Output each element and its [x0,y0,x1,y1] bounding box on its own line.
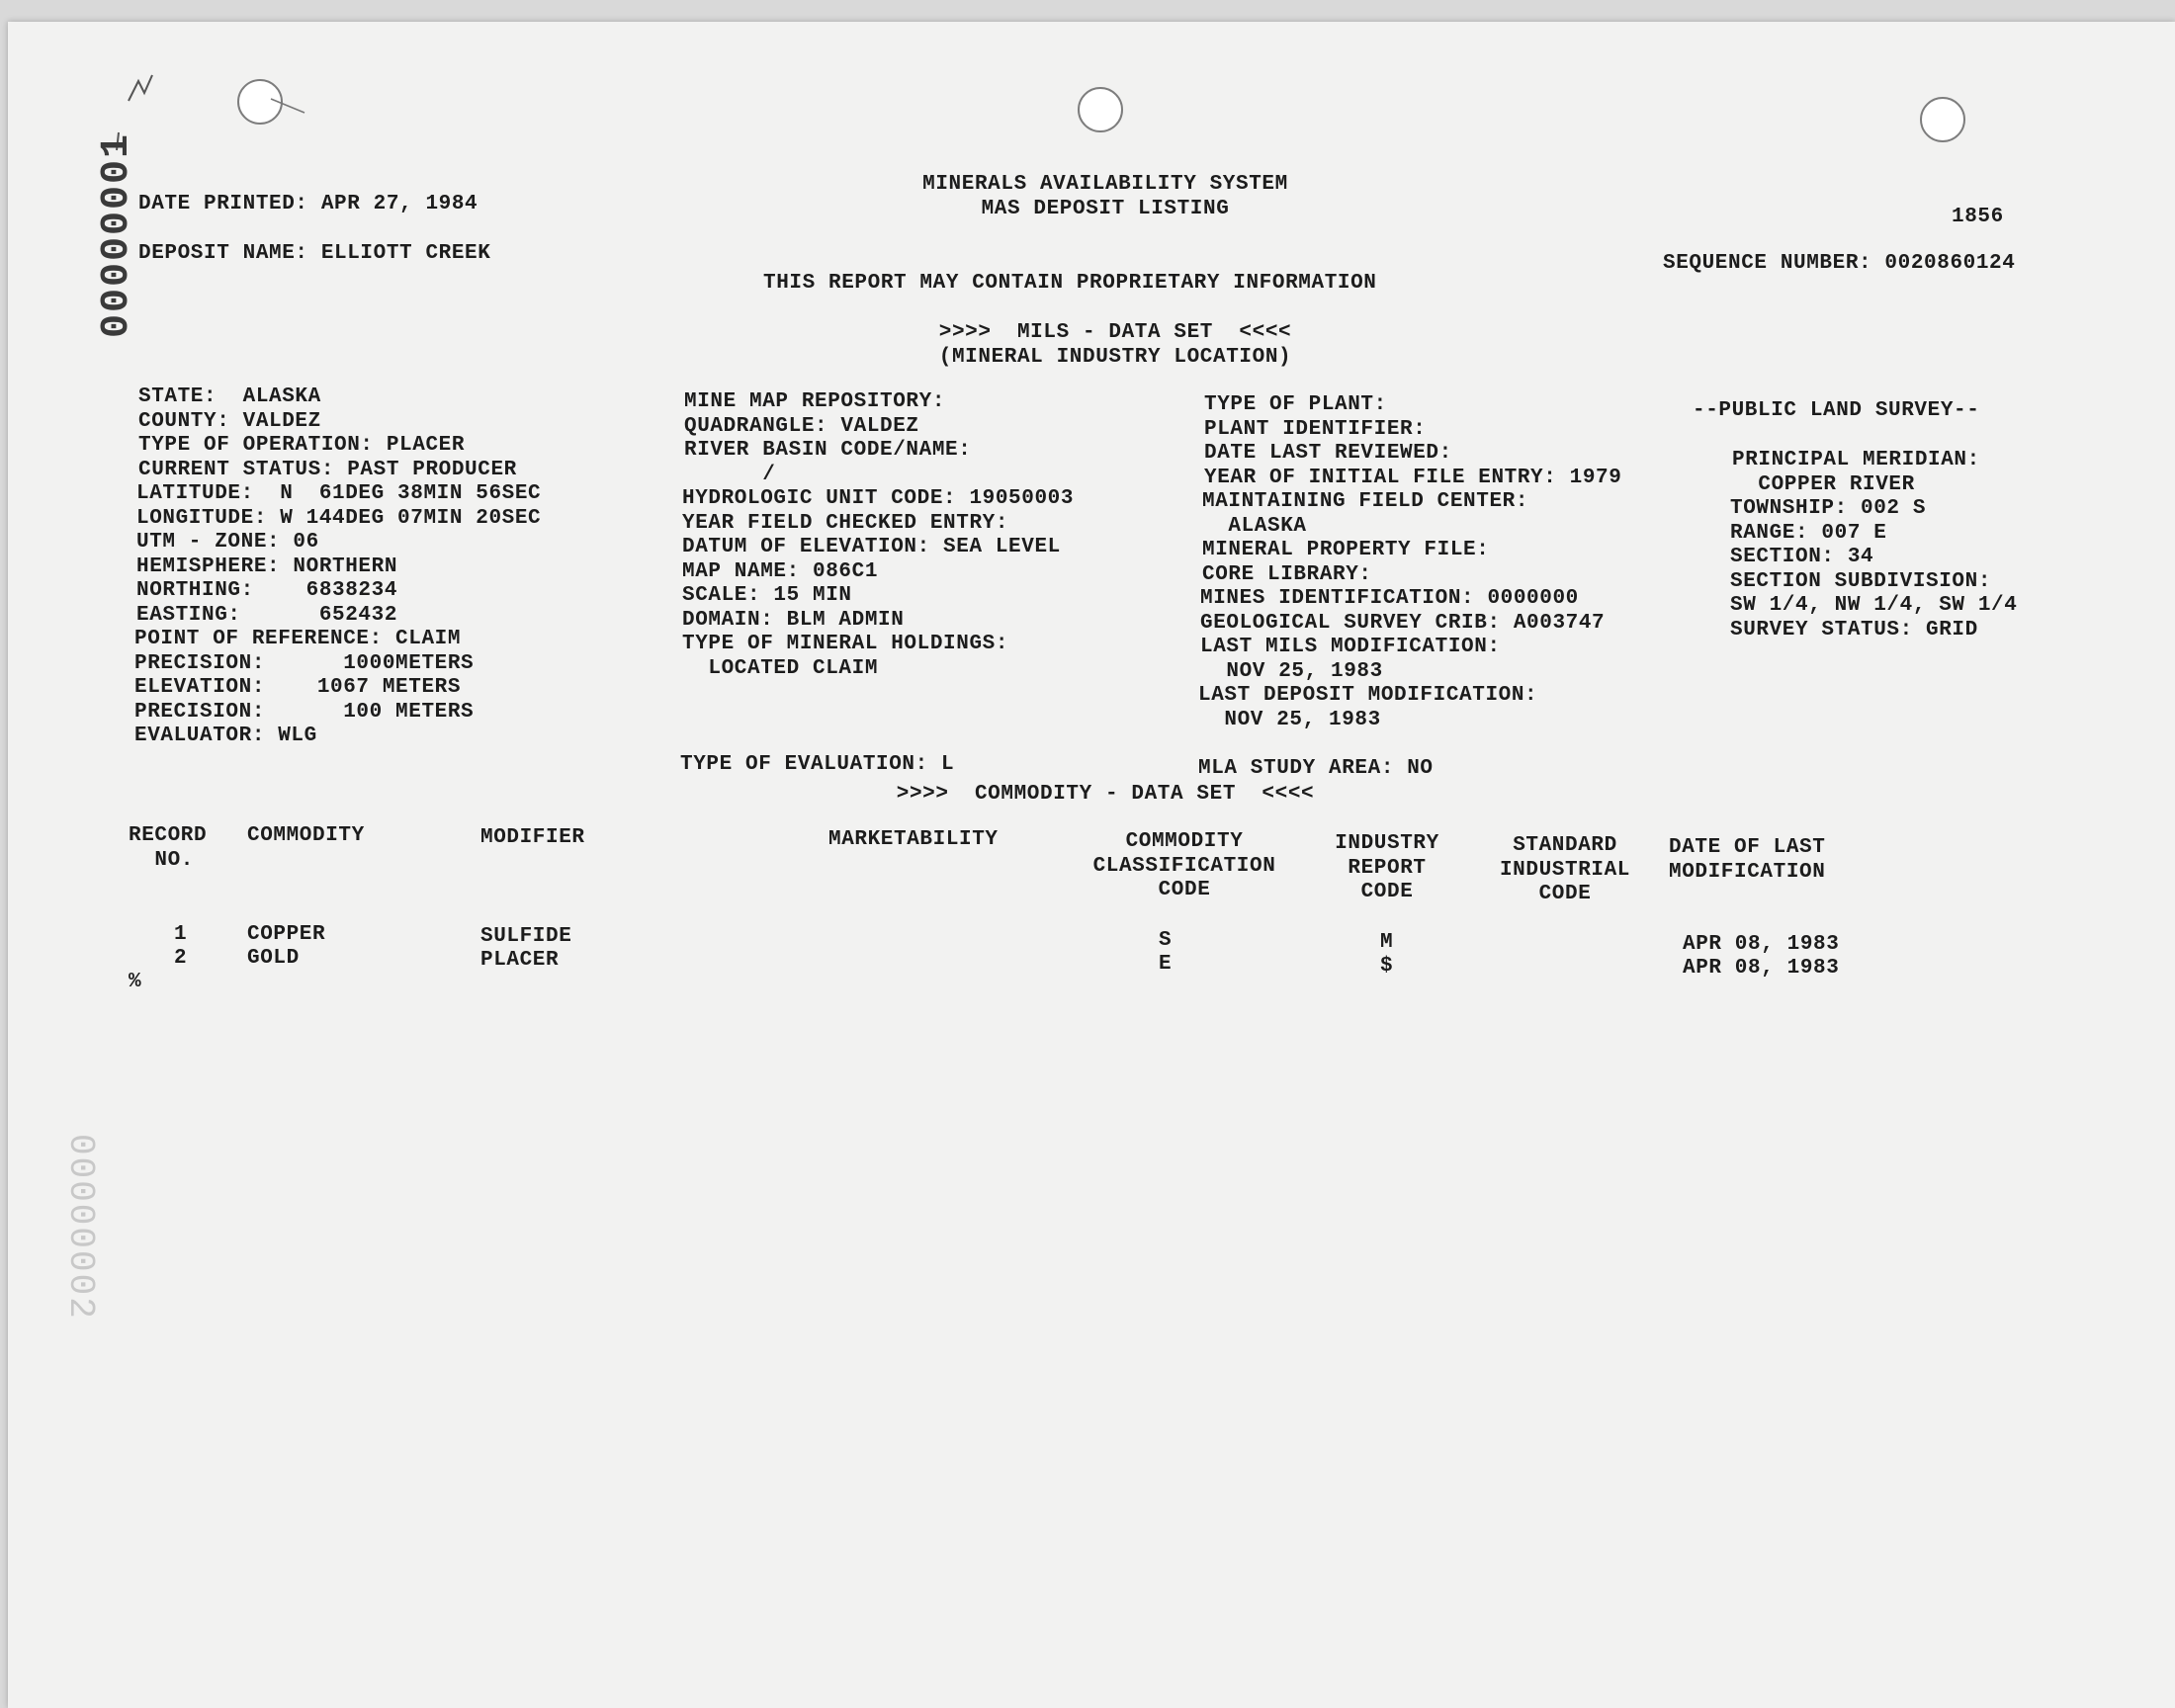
evaluation-type: TYPE OF EVALUATION: L [680,753,955,776]
deposit-name: DEPOSIT NAME: ELLIOTT CREEK [138,242,491,265]
field-line: TYPE OF PLANT: [1204,393,1387,416]
field-line: SW 1/4, NW 1/4, SW 1/4 [1730,594,2018,617]
field-line: MLA STUDY AREA: NO [1198,757,1434,780]
field-line: TYPE OF MINERAL HOLDINGS: [682,633,1009,655]
field-line: YEAR OF INITIAL FILE ENTRY: 1979 [1204,466,1622,489]
field-line: MAP NAME: 086C1 [682,559,879,583]
field-line: ALASKA [1202,514,1307,538]
field-line: NORTHING: 6838234 [136,579,398,602]
cell-record-no: 1 [174,923,188,946]
field-line: LONGITUDE: W 144DEG 07MIN 20SEC [136,506,542,530]
field-line: NOV 25, 1983 [1200,659,1383,683]
side-stamp: 00000001 [95,131,139,338]
field-line: CURRENT STATUS: PAST PRODUCER [138,458,517,481]
field-line: SURVEY STATUS: GRID [1730,618,1978,641]
field-line: YEAR FIELD CHECKED ENTRY: [682,511,1009,535]
cell-class-code: E [1159,953,1173,976]
header-classification: COMMODITY CLASSIFICATION CODE [1092,830,1276,901]
cell-class-code: S [1159,929,1173,952]
field-line: LAST MILS MODIFICATION: [1200,636,1501,658]
field-line: TYPE OF OPERATION: PLACER [138,434,466,457]
dataset-subtitle: (MINERAL INDUSTRY LOCATION) [938,346,1292,369]
field-line: PRECISION: 100 METERS [134,700,475,724]
field-line: LAST DEPOSIT MODIFICATION: [1198,684,1538,707]
field-line: SCALE: 15 MIN [682,584,852,607]
field-line: / [684,463,776,486]
header-industry-code: INDUSTRY REPORT CODE [1335,832,1439,903]
field-line: TOWNSHIP: 002 S [1730,497,1927,520]
field-line: COUNTY: VALDEZ [138,409,321,433]
dataset-title: >>>> MILS - DATA SET <<<< [938,321,1292,344]
system-title: MINERALS AVAILABILITY SYSTEM [922,173,1288,196]
field-line: RANGE: 007 E [1730,521,1887,545]
field-line: SECTION: 34 [1730,546,1874,568]
cell-industry-code: M [1380,931,1394,954]
field-line: DOMAIN: BLM ADMIN [682,608,905,632]
field-line: EASTING: 652432 [136,603,398,627]
side-stamp-faint: 00000002 [60,1134,101,1321]
header-record-no: RECORD NO. [129,824,208,872]
field-line: ELEVATION: 1067 METERS [134,676,462,699]
field-line: COPPER RIVER [1732,472,1915,496]
document-page [8,22,2175,1708]
date-printed: DATE PRINTED: APR 27, 1984 [138,193,478,215]
commodity-title: >>>> COMMODITY - DATA SET <<<< [896,783,1315,806]
field-line: POINT OF REFERENCE: CLAIM [134,628,462,650]
header-date: DATE OF LAST MODIFICATION [1669,836,1826,884]
cell-industry-code: $ [1380,955,1394,978]
field-line: DATE LAST REVIEWED: [1204,442,1452,465]
field-line: LOCATED CLAIM [682,656,879,680]
punch-hole-right [1920,97,1965,142]
punch-hole-center [1078,87,1123,132]
proprietary-notice: THIS REPORT MAY CONTAIN PROPRIETARY INFORMATION [763,272,1377,295]
field-line: UTM - ZONE: 06 [136,531,319,554]
cell-modifier: SULFIDE [480,925,572,948]
end-of-record-mark: % [129,971,142,993]
listing-title: MAS DEPOSIT LISTING [981,198,1230,220]
field-line: MINE MAP REPOSITORY: [684,390,946,413]
field-line: MAINTAINING FIELD CENTER: [1202,490,1529,513]
land-survey-title: --PUBLIC LAND SURVEY-- [1693,399,1980,422]
field-line: HEMISPHERE: NORTHERN [136,555,398,578]
field-line: PLANT IDENTIFIER: [1204,417,1427,441]
cell-date: APR 08, 1983 [1683,933,1840,956]
header-sic: STANDARD INDUSTRIAL CODE [1499,834,1631,905]
cell-commodity: COPPER [247,923,326,946]
field-line: RIVER BASIN CODE/NAME: [684,439,972,462]
header-commodity: COMMODITY [247,824,365,847]
field-line: HYDROLOGIC UNIT CODE: 19050003 [682,487,1075,510]
field-line: STATE: ALASKA [138,385,321,408]
field-line: EVALUATOR: WLG [134,725,317,747]
sequence-number: SEQUENCE NUMBER: 0020860124 [1663,252,2016,275]
field-line: MINES IDENTIFICATION: 0000000 [1200,587,1579,610]
cell-commodity: GOLD [247,947,300,970]
field-line: CORE LIBRARY: [1202,562,1372,586]
page-number: 1856 [1952,206,2004,228]
cell-modifier: PLACER [480,949,560,972]
field-line: PRINCIPAL MERIDIAN: [1732,449,1980,471]
field-line: DATUM OF ELEVATION: SEA LEVEL [682,536,1061,558]
field-line: PRECISION: 1000METERS [134,651,475,675]
header-marketability: MARKETABILITY [828,828,999,851]
cell-record-no: 2 [174,947,188,970]
field-line: SECTION SUBDIVISION: [1730,569,1992,593]
field-line: QUADRANGLE: VALDEZ [684,414,919,438]
field-line: MINERAL PROPERTY FILE: [1202,539,1490,561]
header-modifier: MODIFIER [480,826,585,849]
field-line: GEOLOGICAL SURVEY CRIB: A003747 [1200,611,1606,635]
field-line: NOV 25, 1983 [1198,708,1381,731]
field-line: LATITUDE: N 61DEG 38MIN 56SEC [136,482,542,505]
cell-date: APR 08, 1983 [1683,957,1840,980]
